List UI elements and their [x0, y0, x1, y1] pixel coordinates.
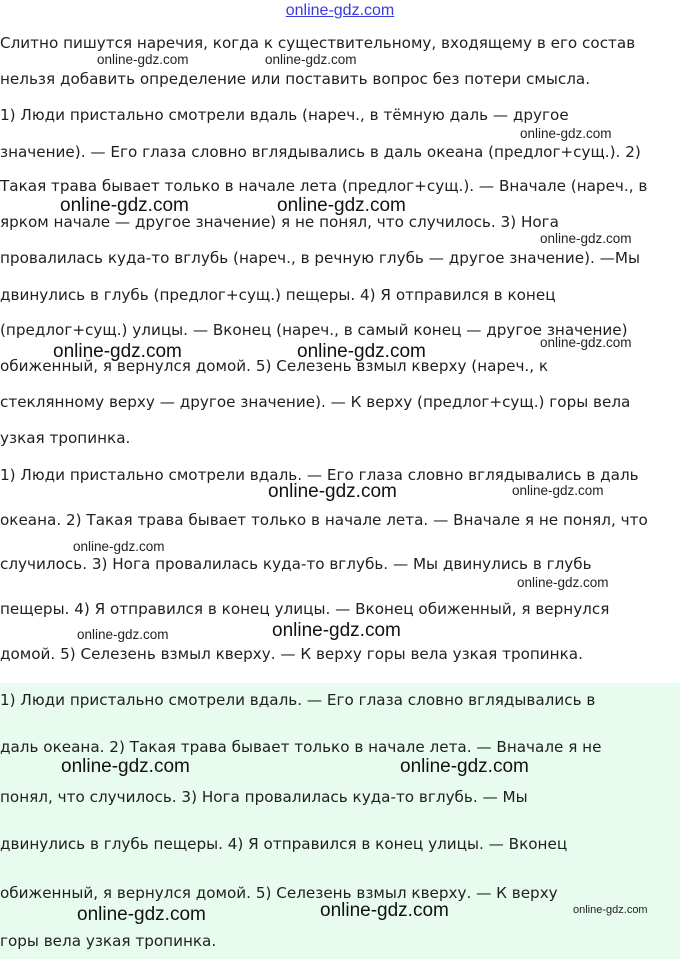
- text-line: случилось. 3) Нога провалилась куда-то вглубь. — Мы двинулись в глубь: [0, 555, 592, 573]
- text-line: узкая тропинка.: [0, 429, 131, 447]
- text-line: двинулись в глубь пещеры. 4) Я отправился в конец улицы. — Вконец: [0, 835, 568, 853]
- site-header-link[interactable]: online-gdz.com: [285, 2, 395, 19]
- text-line: стеклянному верху — другое значение). — К верху (предлог+сущ.) горы вела: [0, 393, 631, 411]
- watermark: online-gdz.com: [61, 756, 190, 777]
- text-line: обиженный, я вернулся домой. 5) Селезень взмыл кверху. — К верху: [0, 884, 558, 902]
- text-line: океана. 2) Такая трава бывает только в начале лета. — Вначале я не понял, что: [0, 511, 648, 529]
- text-line: нельзя добавить определение или поставить вопрос без потери смысла.: [0, 70, 591, 88]
- watermark: online-gdz.com: [520, 126, 612, 141]
- watermark: online-gdz.com: [540, 335, 632, 350]
- watermark: online-gdz.com: [272, 620, 401, 641]
- text-line: пещеры. 4) Я отправился в конец улицы. — Вконец обиженный, я вернулся: [0, 600, 610, 618]
- watermark: online-gdz.com: [573, 904, 648, 916]
- text-line: 1) Люди пристально смотрели вдаль (нареч., в тёмную даль — другое: [0, 106, 569, 124]
- watermark: online-gdz.com: [265, 52, 357, 67]
- text-line: домой. 5) Селезень взмыл кверху. — К верху горы вела узкая тропинка.: [0, 645, 583, 663]
- text-line: Слитно пишутся наречия, когда к существительному, входящему в его состав: [0, 34, 636, 52]
- watermark: online-gdz.com: [53, 341, 182, 362]
- text-line: провалилась куда-то вглубь (нареч., в речную глубь — другое значение). —Мы: [0, 249, 640, 267]
- watermark: online-gdz.com: [73, 539, 165, 554]
- watermark: online-gdz.com: [277, 195, 406, 216]
- watermark: online-gdz.com: [60, 195, 189, 216]
- watermark: online-gdz.com: [268, 481, 397, 502]
- text-line: ярком начале — другое значение) я не понял, что случилось. 3) Нога: [0, 213, 559, 231]
- watermark: online-gdz.com: [77, 627, 169, 642]
- watermark: online-gdz.com: [97, 52, 189, 67]
- watermark: online-gdz.com: [77, 904, 206, 925]
- text-line: даль океана. 2) Такая трава бывает только в начале лета. — Вначале я не: [0, 738, 602, 756]
- text-line: обиженный, я вернулся домой. 5) Селезень взмыл кверху (нареч., к: [0, 357, 549, 375]
- text-line: 1) Люди пристально смотрели вдаль. — Его глаза словно вглядывались в даль: [0, 466, 639, 484]
- watermark: online-gdz.com: [540, 231, 632, 246]
- watermark: online-gdz.com: [400, 756, 529, 777]
- watermark: online-gdz.com: [297, 341, 426, 362]
- text-line: значение). — Его глаза словно вглядывались в даль океана (предлог+сущ.). 2): [0, 143, 641, 161]
- text-line: горы вела узкая тропинка.: [0, 932, 217, 950]
- text-line: 1) Люди пристально смотрели вдаль. — Его глаза словно вглядывались в: [0, 691, 596, 709]
- text-line: (предлог+сущ.) улицы. — Вконец (нареч., в самый конец — другое значение): [0, 321, 628, 339]
- text-line: двинулись в глубь (предлог+сущ.) пещеры. 4) Я отправился в конец: [0, 286, 556, 304]
- watermark: online-gdz.com: [512, 483, 604, 498]
- text-line: Такая трава бывает только в начале лета (предлог+сущ.). — Вначале (нареч., в: [0, 177, 648, 195]
- watermark: online-gdz.com: [517, 575, 609, 590]
- text-line: понял, что случилось. 3) Нога провалилась куда-то вглубь. — Мы: [0, 788, 528, 806]
- watermark: online-gdz.com: [320, 900, 449, 921]
